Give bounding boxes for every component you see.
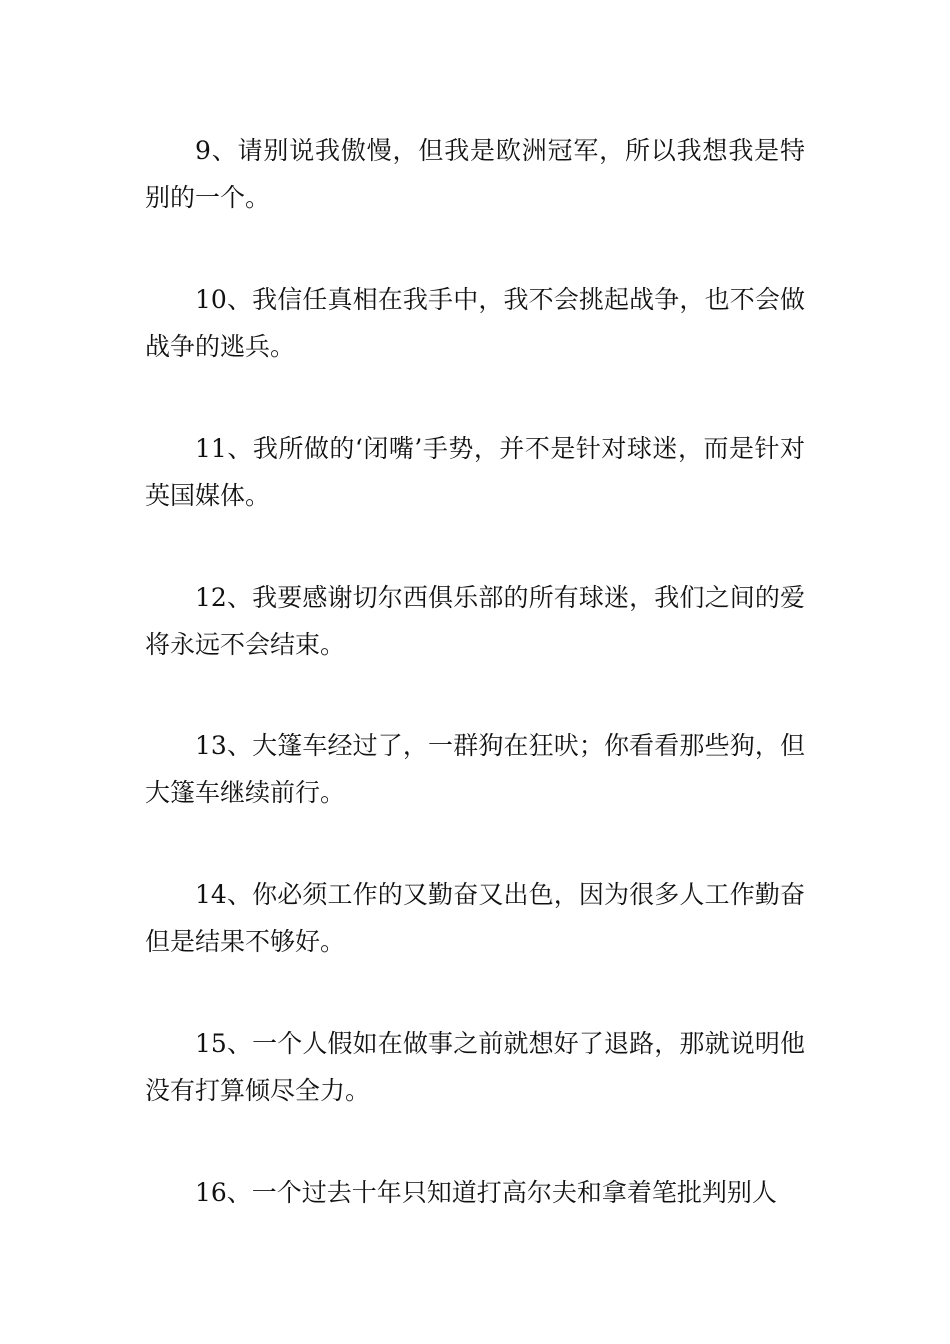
quote-paragraph-14: 14、你必须工作的又勤奋又出色，因为很多人工作勤奋但是结果不够好。 — [145, 880, 805, 956]
quote-paragraph-16: 16、一个过去十年只知道打高尔夫和拿着笔批判别人 — [195, 1178, 777, 1207]
quote-paragraph-9: 9、请别说我傲慢，但我是欧洲冠军，所以我想我是特别的一个。 — [145, 136, 805, 212]
quote-paragraph-10: 10、我信任真相在我手中，我不会挑起战争，也不会做战争的逃兵。 — [145, 285, 805, 361]
quote-paragraph-15: 15、一个人假如在做事之前就想好了退路，那就说明他没有打算倾尽全力。 — [145, 1029, 805, 1105]
quote-paragraph-12: 12、我要感谢切尔西俱乐部的所有球迷，我们之间的爱将永远不会结束。 — [145, 583, 805, 659]
quote-paragraph-11: 11、我所做的‘闭嘴’手势，并不是针对球迷，而是针对英国媒体。 — [145, 434, 805, 510]
quote-paragraph-13: 13、大篷车经过了，一群狗在狂吠；你看看那些狗，但大篷车继续前行。 — [145, 731, 805, 807]
